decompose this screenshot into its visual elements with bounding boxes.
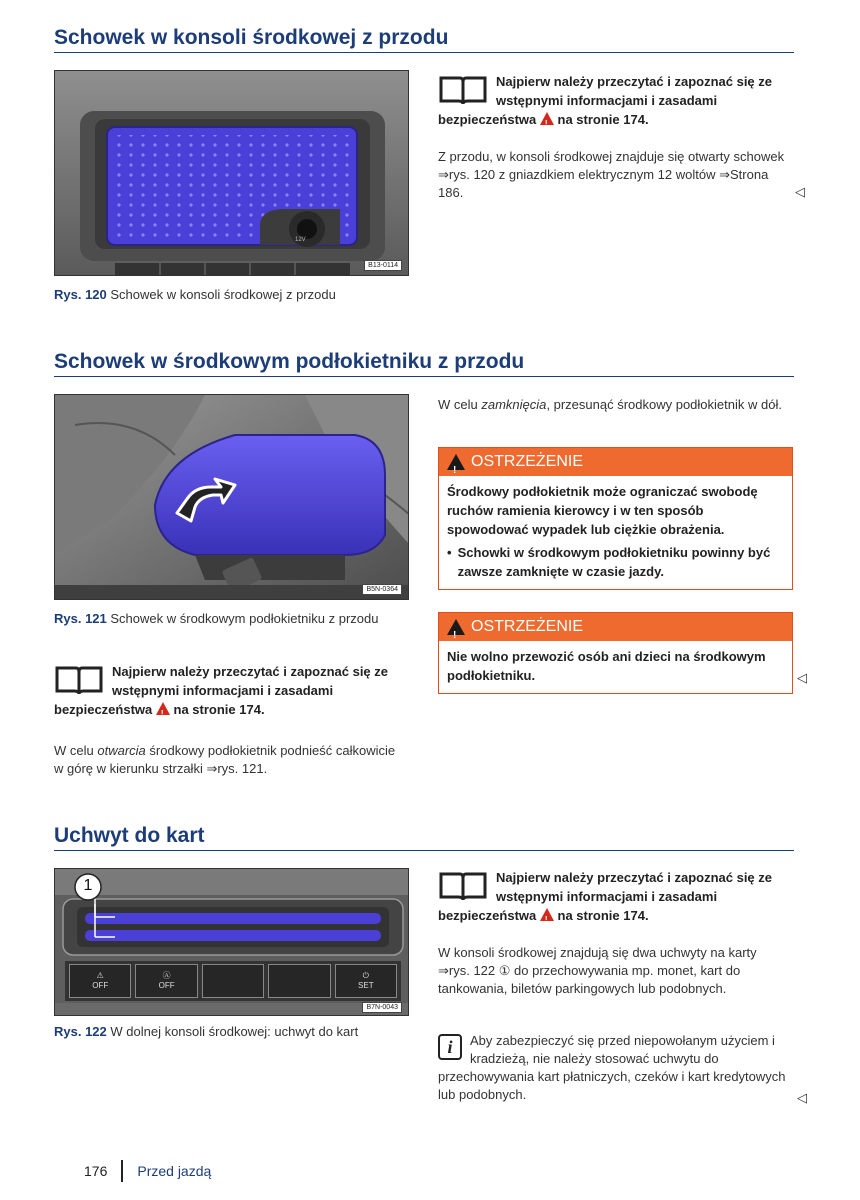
paragraph-close-armrest: [438, 396, 788, 414]
book-icon: [54, 664, 104, 696]
warning-bullet: [447, 543, 782, 581]
info-icon: i: [438, 1034, 462, 1060]
front-console-illustration: [55, 71, 409, 276]
figure-label: Rys. 122: [54, 1024, 107, 1039]
armrest-illustration: [55, 395, 409, 600]
page-number: 176: [84, 1163, 108, 1179]
figure-120: [54, 70, 409, 276]
read-first-text: Najpierw należy przeczytać i zapoznać się ze wstępnymi informacjami i zasadami bezpieczeństwa: [438, 74, 773, 127]
warning-title: OSTRZEŻENIE: [471, 618, 584, 635]
figure-caption: [54, 286, 409, 304]
figure-label: Rys. 121: [54, 611, 107, 626]
socket-12v-label: 12V: [295, 237, 306, 243]
figure-label: Rys. 120: [54, 287, 107, 302]
warning-title: OSTRZEŻENIE: [471, 453, 584, 470]
bullet-dot: •: [447, 545, 452, 560]
button-label: OFF: [158, 981, 175, 990]
button-label: SET: [358, 981, 374, 990]
figure-caption-text: Schowek w konsoli środkowej z przodu: [110, 287, 336, 302]
warning-triangle-icon: [447, 454, 465, 470]
text-fragment: W celu: [438, 397, 478, 412]
esc-off-button[interactable]: [69, 964, 131, 998]
warning-triangle-icon: [540, 908, 554, 921]
button-label: OFF: [92, 981, 109, 990]
figure-caption-text: W dolnej konsoli środkowej: uchwyt do kart: [110, 1024, 359, 1039]
figure-122: [54, 868, 409, 1016]
read-first-page-ref: na stronie 174.: [557, 112, 649, 127]
read-first-text: Najpierw należy przeczytać i zapoznać się ze wstępnymi informacjami i zasadami bezpieczeństwa: [54, 664, 389, 717]
figure-caption: [54, 610, 404, 628]
start-stop-off-button[interactable]: [135, 964, 197, 998]
set-button[interactable]: [335, 964, 397, 998]
button-strip: [69, 964, 397, 998]
warning-text: Nie wolno przewozić osób ani dzieci na środkowym podłokietniku.: [447, 649, 766, 683]
book-icon: [438, 74, 488, 106]
section-title-front-console: Schowek w konsoli środkowej z przodu: [54, 26, 449, 49]
section-end-mark: ◁: [795, 184, 805, 199]
figure-code: B7N-0043: [362, 1002, 402, 1013]
callout-number: 1: [83, 877, 93, 894]
paragraph-front-console: Z przodu, w konsoli środkowej znajduje się otwarty schowek ⇒rys. 120 z gniazdkiem elektrycznym 12 woltów ⇒Strona 186.: [438, 149, 785, 200]
warning-body: [439, 476, 792, 589]
info-note: [438, 1032, 790, 1104]
emphasis-close: zamknięcia: [481, 397, 547, 412]
section-title-armrest: Schowek w środkowym podłokietniku z przodu: [54, 350, 525, 373]
warning-bullet-text: Schowki w środkowym podłokietniku powinny być zawsze zamknięte w czasie jazdy.: [457, 545, 771, 579]
read-first-page-ref: na stronie 174.: [557, 908, 649, 923]
warning-triangle-icon: [447, 619, 465, 635]
text-fragment: W celu: [54, 743, 94, 758]
esc-icon: ⚠: [96, 971, 104, 980]
warning-text: Środkowy podłokietnik może ograniczać swobodę ruchów ramienia kierowcy i w ten sposób spowodować wypadek lub ciężkie obrażenia.: [447, 484, 758, 537]
read-first-page-ref: na stronie 174.: [173, 702, 265, 717]
power-icon: ⏻: [362, 971, 369, 980]
emphasis-open: otwarcia: [97, 743, 146, 758]
info-note-text: Aby zabezpieczyć się przed niepowołanym użyciem i kradzieżą, nie należy stosować uchwytu do przechowywania kart płatniczych, czeków i kart kredytowych lub podobnych.: [438, 1033, 786, 1102]
section-end-mark: ◁: [797, 670, 807, 685]
warning-triangle-icon: [540, 112, 554, 125]
page-footer: [84, 1160, 211, 1182]
figure-121: [54, 394, 409, 600]
warning-body: [439, 641, 792, 693]
text-fragment: , przesunąć środkowy podłokietnik w dół.: [546, 397, 782, 412]
figure-caption-text: Schowek w środkowym podłokietniku z przodu: [110, 611, 379, 626]
blank-button[interactable]: [268, 964, 330, 998]
book-icon: [438, 870, 488, 902]
section-end-mark: ◁: [797, 1090, 807, 1105]
warning-triangle-icon: [156, 702, 170, 715]
warning-header: [439, 613, 792, 641]
read-first-notice: [438, 72, 783, 129]
section-divider: [54, 850, 794, 851]
auto-icon: Ⓐ: [162, 971, 171, 980]
text-fragment: środkowy podłokietnik podnieść całkowicie w górę w kierunku strzałki ⇒rys. 121.: [54, 743, 396, 776]
section-title-card-holder: Uchwyt do kart: [54, 824, 205, 847]
paragraph-card-holder: W konsoli środkowej znajdują się dwa uchwyty na karty ⇒rys. 122 ① do przechowywania mp. monet, kart do tankowania, biletów parkingowych lub podobnych.: [438, 945, 757, 996]
figure-code: B5N-0364: [362, 584, 402, 595]
footer-divider: [121, 1160, 123, 1182]
warning-box-passengers: [438, 612, 793, 694]
paragraph-open-armrest: [54, 742, 399, 778]
read-first-notice: [54, 662, 399, 719]
warning-box-armrest: [438, 447, 793, 590]
read-first-notice: [438, 868, 783, 925]
section-divider: [54, 376, 794, 377]
blank-button[interactable]: [202, 964, 264, 998]
warning-header: [439, 448, 792, 476]
read-first-text: Najpierw należy przeczytać i zapoznać się ze wstępnymi informacjami i zasadami bezpieczeństwa: [438, 870, 773, 923]
figure-code: B13-0114: [364, 260, 402, 271]
chapter-name: Przed jazdą: [137, 1163, 212, 1179]
figure-caption: [54, 1023, 404, 1041]
section-divider: [54, 52, 794, 53]
